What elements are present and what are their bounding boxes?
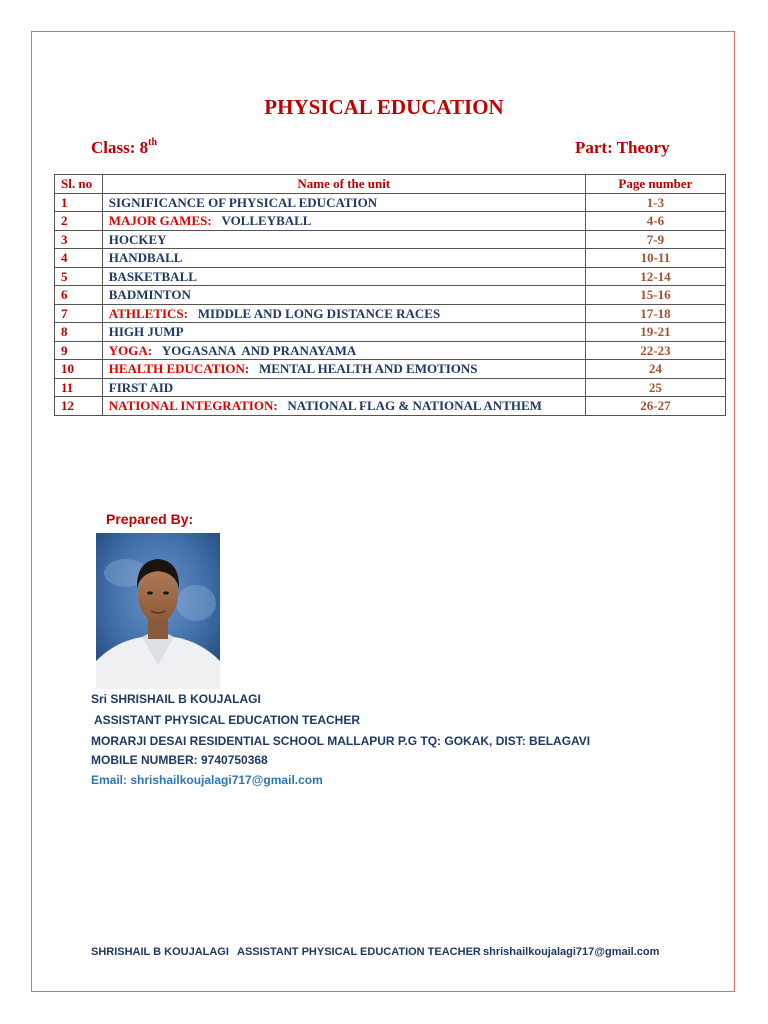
row-page-number: 4-6 bbox=[585, 212, 725, 231]
row-page-number: 10-11 bbox=[585, 249, 725, 268]
row-gap bbox=[249, 361, 259, 376]
row-page-number: 1-3 bbox=[585, 193, 725, 212]
table-row bbox=[55, 304, 726, 323]
row-page-number: 24 bbox=[585, 360, 725, 379]
row-sl-no: 8 bbox=[55, 323, 103, 342]
contact-designation: ASSISTANT PHYSICAL EDUCATION TEACHER bbox=[94, 713, 361, 727]
row-unit-title: MIDDLE AND LONG DISTANCE RACES bbox=[197, 305, 441, 321]
table-header-row bbox=[55, 175, 726, 194]
row-gap bbox=[188, 306, 198, 321]
table-row bbox=[55, 378, 726, 397]
table-row bbox=[55, 193, 726, 212]
row-page-number: 26-27 bbox=[585, 397, 725, 416]
row-category: YOGA: bbox=[108, 342, 153, 358]
row-sl-no: 5 bbox=[55, 267, 103, 286]
footer-email[interactable]: shrishailkoujalagi717@gmail.com bbox=[483, 946, 660, 958]
row-category: ATHLETICS: bbox=[108, 305, 188, 321]
row-unit-name bbox=[102, 378, 585, 397]
row-category: NATIONAL INTEGRATION: bbox=[108, 398, 278, 414]
row-page-number: 17-18 bbox=[585, 304, 725, 323]
contact-school: MORARJI DESAI RESIDENTIAL SCHOOL MALLAPUR P.G TQ: GOKAK, DIST: BELAGAVI bbox=[91, 734, 591, 748]
row-sl-no: 2 bbox=[55, 212, 103, 231]
units-table bbox=[54, 174, 726, 416]
row-unit-title: BASKETBALL bbox=[108, 268, 197, 284]
row-category: HEALTH EDUCATION: bbox=[108, 361, 250, 377]
row-unit-title: BADMINTON bbox=[108, 287, 191, 303]
row-category: MAJOR GAMES: bbox=[108, 213, 212, 229]
row-unit-name bbox=[102, 212, 585, 231]
row-page-number: 7-9 bbox=[585, 230, 725, 249]
contact-email[interactable]: Email: shrishailkoujalagi717@gmail.com bbox=[91, 773, 323, 787]
row-sl-no: 12 bbox=[55, 397, 103, 416]
header-unit-name: Name of the unit bbox=[102, 175, 585, 194]
table-row bbox=[55, 286, 726, 305]
table-row bbox=[55, 249, 726, 268]
row-sl-no: 11 bbox=[55, 378, 103, 397]
row-gap bbox=[278, 398, 288, 413]
header-page-number: Page number bbox=[585, 175, 725, 194]
row-unit-title: YOGASANA AND PRANAYAMA bbox=[161, 342, 357, 358]
row-sl-no: 7 bbox=[55, 304, 103, 323]
header-sl-no: Sl. no bbox=[55, 175, 103, 194]
part-label: Part: Theory bbox=[575, 138, 670, 157]
row-unit-title: HOCKEY bbox=[108, 231, 167, 247]
table-row bbox=[55, 212, 726, 231]
row-unit-title: SIGNIFICANCE OF PHYSICAL EDUCATION bbox=[108, 194, 378, 210]
row-sl-no: 1 bbox=[55, 193, 103, 212]
row-unit-name bbox=[102, 323, 585, 342]
table-row bbox=[55, 230, 726, 249]
row-unit-title: VOLLEYBALL bbox=[221, 213, 312, 229]
footer-name: SHRISHAIL B KOUJALAGI bbox=[91, 946, 229, 958]
table-row bbox=[55, 397, 726, 416]
row-sl-no: 3 bbox=[55, 230, 103, 249]
row-gap bbox=[152, 343, 162, 358]
table-row bbox=[55, 360, 726, 379]
row-unit-name bbox=[102, 397, 585, 416]
row-unit-name bbox=[102, 230, 585, 249]
row-page-number: 22-23 bbox=[585, 341, 725, 360]
row-sl-no: 4 bbox=[55, 249, 103, 268]
row-sl-no: 6 bbox=[55, 286, 103, 305]
row-sl-no: 10 bbox=[55, 360, 103, 379]
teacher-photo bbox=[96, 533, 220, 689]
row-unit-name bbox=[102, 304, 585, 323]
row-unit-title: NATIONAL FLAG & NATIONAL ANTHEM bbox=[287, 398, 542, 414]
row-unit-name bbox=[102, 193, 585, 212]
class-label bbox=[91, 138, 157, 158]
row-unit-title: HANDBALL bbox=[108, 250, 183, 266]
row-unit-name bbox=[102, 360, 585, 379]
footer-designation: ASSISTANT PHYSICAL EDUCATION TEACHER bbox=[237, 946, 481, 958]
page-title: PHYSICAL EDUCATION bbox=[264, 95, 504, 119]
row-page-number: 19-21 bbox=[585, 323, 725, 342]
contact-name: Sri SHRISHAIL B KOUJALAGI bbox=[91, 692, 261, 706]
row-unit-name bbox=[102, 249, 585, 268]
row-unit-title: FIRST AID bbox=[108, 379, 174, 395]
contact-mobile: MOBILE NUMBER: 9740750368 bbox=[91, 753, 268, 767]
row-gap bbox=[212, 213, 222, 228]
row-unit-name bbox=[102, 341, 585, 360]
row-page-number: 12-14 bbox=[585, 267, 725, 286]
table-row bbox=[55, 267, 726, 286]
class-suffix: th bbox=[148, 137, 158, 148]
row-unit-title: MENTAL HEALTH AND EMOTIONS bbox=[259, 361, 478, 377]
row-unit-name bbox=[102, 286, 585, 305]
row-unit-title: HIGH JUMP bbox=[108, 324, 184, 340]
row-page-number: 25 bbox=[585, 378, 725, 397]
prepared-by-label: Prepared By: bbox=[106, 511, 194, 527]
row-unit-name bbox=[102, 267, 585, 286]
row-sl-no: 9 bbox=[55, 341, 103, 360]
row-page-number: 15-16 bbox=[585, 286, 725, 305]
class-prefix: Class: 8 bbox=[91, 138, 149, 157]
table-row bbox=[55, 341, 726, 360]
units-table-body bbox=[55, 193, 726, 415]
table-row bbox=[55, 323, 726, 342]
